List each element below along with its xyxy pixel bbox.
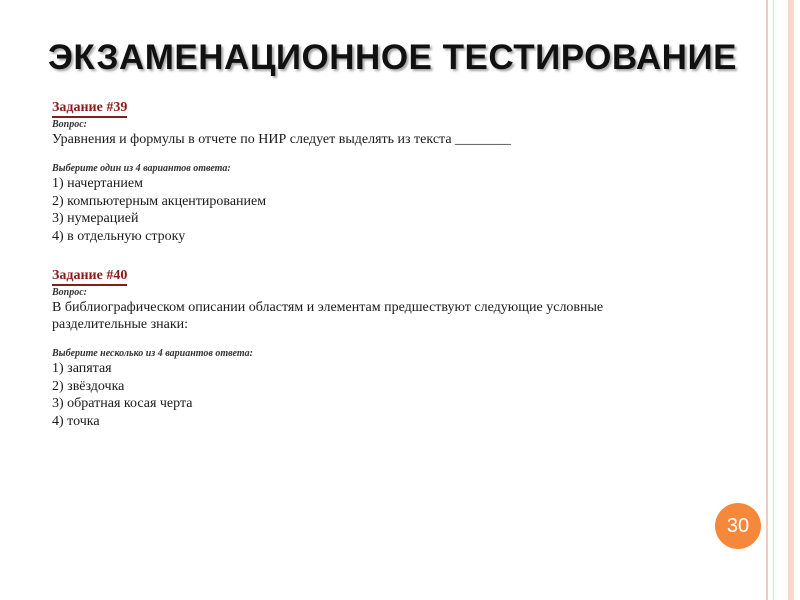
option-item: 2) компьютерным акцентированием xyxy=(52,193,267,209)
question-label: Вопрос: xyxy=(52,287,87,298)
option-item: 3) обратная косая черта xyxy=(52,396,193,411)
page-title: ЭКЗАМЕНАЦИОННОЕ ТЕСТИРОВАНИЕ xyxy=(48,38,737,77)
option-item: 4) в отдельную строку xyxy=(52,228,186,244)
task-39 xyxy=(52,98,672,245)
frame-line xyxy=(766,0,768,600)
frame-line xyxy=(788,0,794,600)
task-header: Задание #39 xyxy=(52,100,127,118)
option-item: 1) запятая xyxy=(52,361,112,376)
option-item: 4) точка xyxy=(52,413,100,429)
task-header: Задание #40 xyxy=(52,268,127,286)
option-item: 3) нумерацией xyxy=(52,211,139,226)
question-text: В библиографическом описании областям и элементам предшествуют следующие условные разделительные знаки: xyxy=(52,300,604,332)
option-item: 2) звёздочка xyxy=(52,378,125,394)
frame-line xyxy=(773,0,774,600)
choice-instruction: Выберите один из 4 вариантов ответа: xyxy=(52,163,231,174)
question-text: Уравнения и формулы в отчете по НИР следует выделять из текста ________ xyxy=(52,132,512,147)
option-item: 1) начертанием xyxy=(52,176,143,191)
question-label: Вопрос: xyxy=(52,119,87,130)
choice-instruction: Выберите несколько из 4 вариантов ответа: xyxy=(52,348,253,359)
option-list xyxy=(52,175,672,245)
task-40 xyxy=(52,266,672,430)
page-number-badge: 30 xyxy=(715,503,761,549)
option-list xyxy=(52,360,672,430)
